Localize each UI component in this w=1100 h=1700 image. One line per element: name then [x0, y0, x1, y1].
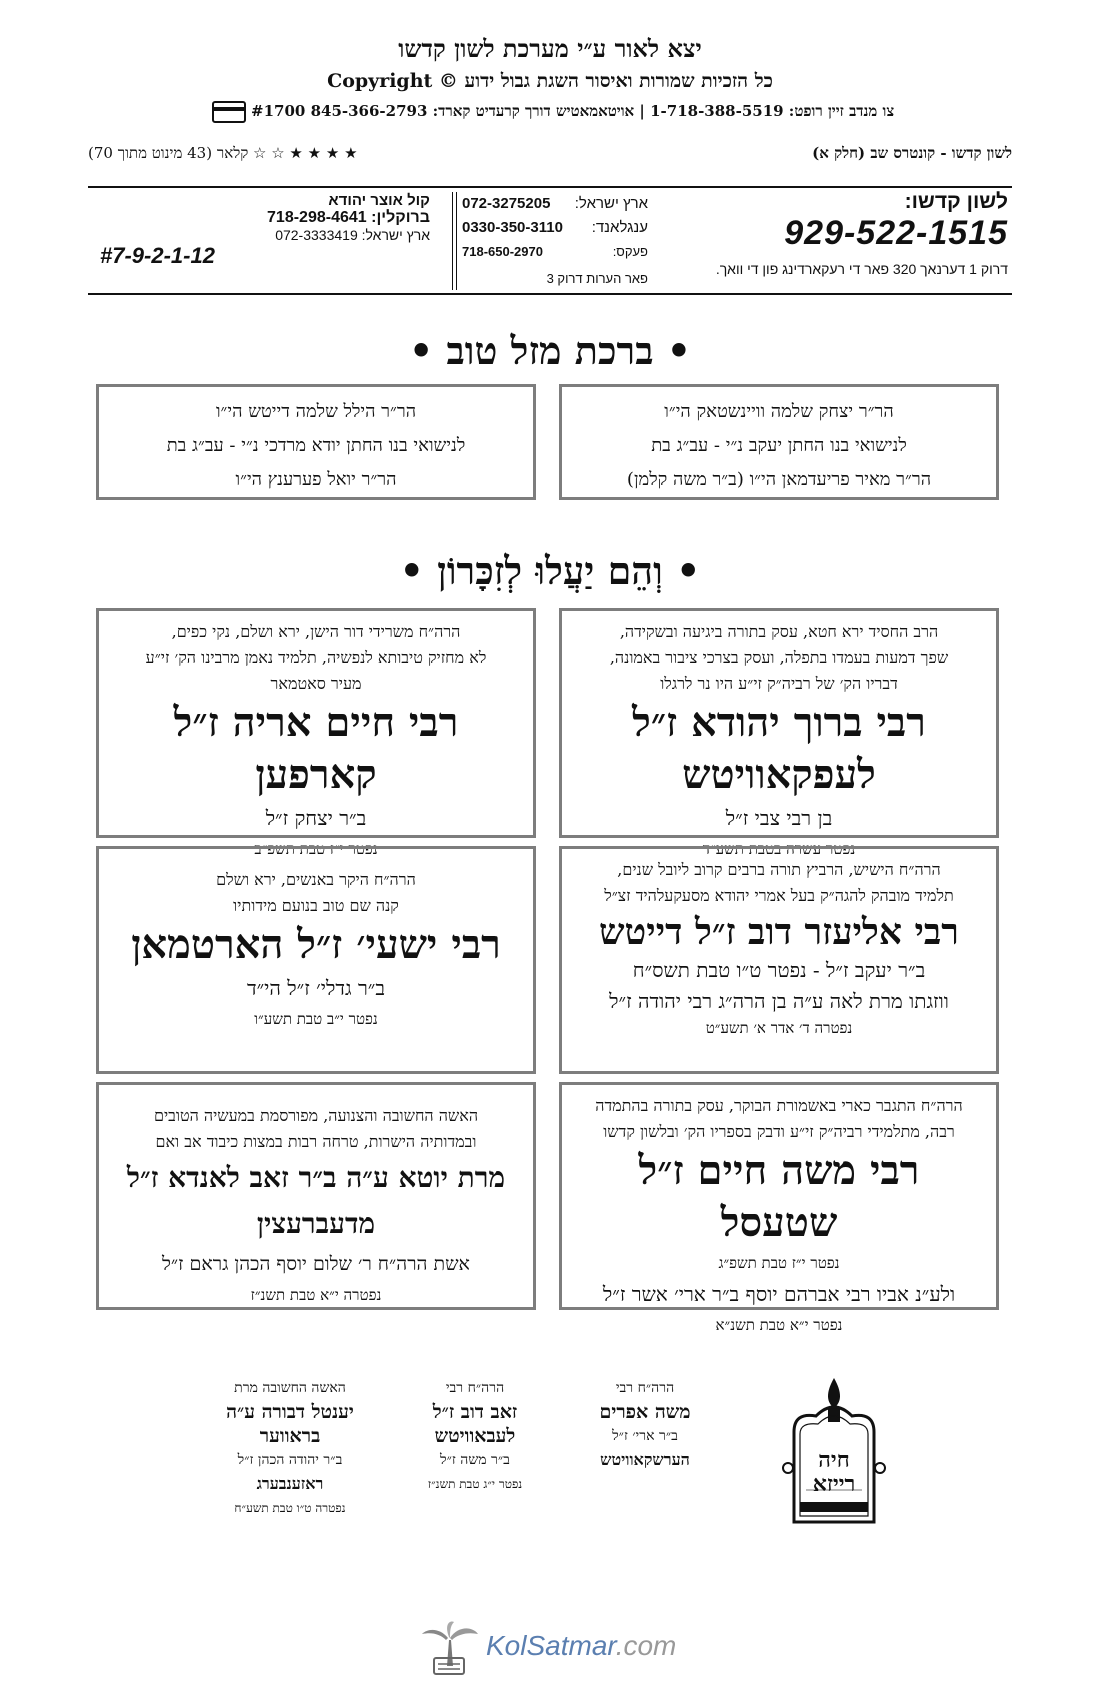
b2-l5: נפטר י״ג טבת תשנ״ז	[427, 1477, 523, 1491]
notes-print: פאר הערות דרוק 3	[546, 271, 648, 286]
bottom-name-3	[200, 1376, 380, 1520]
y5-intro-2: רבה, מתלמידי רביה״ק זי״ע ודבק בספריו הק׳ ובלשון קדשו	[603, 1122, 955, 1141]
extension-code: #7-9-2-1-12	[100, 243, 215, 268]
b1-l4: הערשקאוויטש	[600, 1450, 690, 1469]
b3-l2: יענטל דבורה ע״ה	[226, 1401, 354, 1423]
footer-site-name: KolSatmar	[486, 1630, 616, 1661]
y3-father: ב״ר יעקב ז״ל - נפטר ט״ו טבת תשס״ח	[632, 958, 926, 982]
memorial-logo	[780, 1372, 888, 1542]
y6-date: נפטרה י״א טבת תשנ״ז	[250, 1286, 382, 1304]
y6-intro-1: האשה החשובה והצנועה, מפורסמת במעשיה הטובים	[153, 1106, 479, 1125]
yahrzeit-box-6	[96, 1082, 536, 1310]
y4-name: רבי ישעי׳ ז״ל הארטמאן	[131, 921, 501, 968]
kuntres-title: לשון קדשו - קונטרס שב (חלק א)	[812, 144, 1012, 162]
recording-subline	[88, 144, 1012, 168]
yahrzeit-box-1	[559, 608, 999, 858]
y3-wife: ווזגתו מרת לאה ע״ה בן הרה״ג רבי יהודה ז״ל	[609, 989, 949, 1013]
mz1-line3: הר״ר מאיר פריעדמאן הי״ו (ב״ר משה קלמן)	[626, 469, 932, 490]
y1-date: נפטר עשרה בטבת תשע״ד	[702, 840, 856, 858]
y4-intro-1: הרה״ח היקר באנשים, ירא ושלם	[216, 870, 416, 889]
kol-column	[100, 188, 430, 294]
credit-card-icon	[212, 101, 246, 123]
y2-intro-1: הרה״ח משרידי דור הישן, ירא ושלם, נקי כפים,	[171, 622, 461, 641]
lk-phone: 929-522-1515	[784, 214, 1008, 252]
kol-label: קול אוצר יהודא	[328, 192, 430, 209]
b2-l2: זאב דוב ז״ל	[432, 1401, 518, 1423]
y4-intro-2: קנה שם טוב בנועם מידותיו	[233, 896, 399, 915]
y4-date: נפטר י״ב טבת תשע״ו	[254, 1010, 378, 1028]
logo-text-2: רייזא	[812, 1471, 856, 1497]
mz2-line2: לנישואי בנו החתן יודא מרדכי נ״י - עב״ג בת	[166, 435, 466, 456]
y3-intro-1: הרה״ח הישיש, הרביץ תורה ברבים קרוב ליובל שנים,	[617, 860, 941, 879]
y3-date: נפטרה ד׳ אדר א׳ תשע״ט	[705, 1019, 853, 1037]
donation-phones	[88, 101, 1012, 123]
mz1-line1: הר״ר יצחק שלמה וויינשטאק הי״ו	[664, 401, 894, 422]
y5-intro-1: הרה״ח התגבר כארי באשמורת הבוקר, עסק בתורה בהתמדה	[595, 1096, 963, 1115]
divider-bottom	[88, 293, 1012, 295]
y2-name: רבי חיים אריה ז״ל קארפען	[173, 699, 459, 798]
mz1-line2: לנישואי בנו החתן יעקב נ״י - עב״ג בת	[651, 435, 907, 456]
phones-text: צו מנדב זיין רופט: 1-718-388-5519 | אויטאמאטיש דורך קרעדיט קארד: 845-366-2793 #1700	[251, 102, 895, 120]
y3-name: רבי אליעזר דוב ז״ל דייטש	[599, 911, 959, 953]
y3-intro-2: תלמיד מובהק להגה״ק בעל אמרי יהודא מסעקעלהיד זצ״ל	[604, 886, 954, 905]
page-header	[88, 34, 1012, 123]
yahrzeit-box-4	[96, 846, 536, 1074]
israel-phone-2: ארץ ישראל: 072-3333419	[275, 227, 430, 243]
y5-father: נפטר י״ז טבת תשפ״ג	[718, 1254, 840, 1272]
yahrzeit-title: • וְהֵם יַעֲלוּ לְזִכָּרוֹן •	[399, 548, 701, 593]
copyright-line: Copyright © כל הזכיות שמורות ואיסור השגת גבול ידוע	[327, 70, 773, 92]
footer-tld: .com	[615, 1630, 677, 1661]
y2-intro-2: לא מחזיק טיבותא לנפשיה, תלמיד נאמן מרבינו הק׳ זי״ע	[145, 648, 487, 667]
y2-father: ב״ר יצחק ז״ל	[265, 806, 367, 830]
b3-l1: האשה החשובה מרת	[234, 1380, 346, 1396]
lk-column	[648, 188, 1008, 294]
england-label: ענגלאנד:	[591, 219, 648, 236]
divider-vertical-1	[452, 192, 453, 290]
y1-name: רבי ברוך יהודא ז״ל לעפקאוויטש	[632, 699, 926, 798]
y5-date: נפטר י״א טבת תשנ״א	[715, 1316, 843, 1334]
yahrzeit-box-5	[559, 1082, 999, 1334]
mz2-line1: הר״ר הילל שלמה דייטש הי״ו	[215, 401, 417, 422]
fax-phone: 718-650-2970	[462, 244, 543, 259]
y1-father: בן רבי צבי ז״ל	[725, 806, 833, 830]
y2-intro-3: מעיר סאטמאר	[270, 674, 362, 693]
b3-l5: ראזענבערג	[256, 1474, 324, 1493]
b3-l3: בראווער	[259, 1425, 321, 1447]
b2-l4: ב״ר משה ז״ל	[440, 1452, 510, 1468]
site-footer[interactable]	[420, 1620, 700, 1676]
y6-intro-2: ובמדותיה הישרות, טרחה רבות במצות כיבוד אב ואם	[155, 1132, 477, 1151]
y1-intro-1: הרב החסיד ירא חטא, עסק בתורה ביגיעה ובשקידה,	[619, 622, 939, 641]
y4-father: ב״ר גדלי׳ ז״ל הי״ד	[246, 976, 386, 1000]
publisher-title: יצא לאור ע״י מערכת לשון קדשו	[398, 34, 702, 63]
divider-vertical-2	[456, 192, 457, 290]
yahrzeit-box-3	[559, 846, 999, 1074]
bottom-name-2	[400, 1376, 550, 1496]
palm-tree-icon	[420, 1620, 480, 1676]
b1-l2: משה אפרים	[599, 1401, 691, 1423]
israel-label: ארץ ישראל:	[574, 195, 648, 212]
b3-l4: ב״ר יהודה הכהן ז״ל	[237, 1452, 343, 1468]
phone-info-box	[88, 188, 1012, 294]
y5-name: רבי משה חיים ז״ל שטעסל	[638, 1147, 920, 1246]
y1-intro-3: דבריו הק׳ של רביה״ק זי״ע היו נר לרגלו	[660, 674, 898, 693]
b3-l6: נפטרה ט״ו טבת תשע״ח	[234, 1501, 346, 1515]
y6-name: מרת יוטא ע״ה ב״ר זאב לאנדא ז״ל מדעברעצין	[126, 1161, 506, 1240]
mazal-tov-box-2	[96, 384, 536, 500]
y1-intro-2: שפך דמעות בעמדו בתפלה, ועסק בצרכי ציבור באמונה,	[609, 648, 949, 667]
mazal-tov-title: • ברכת מזל טוב •	[408, 328, 692, 373]
b1-l3: ב״ר ארי׳ ז״ל	[612, 1428, 678, 1444]
fax-label: פעקס:	[612, 244, 648, 259]
brooklyn-phone: ברוקלין: 718-298-4641	[267, 209, 430, 226]
y2-date: נפטר י״ז טבת תשפ״ב	[254, 840, 378, 858]
b2-l1: הרה״ח רבי	[445, 1380, 505, 1396]
y5-extra: ולע״נ אביו רבי אברהם יוסף ב״ר ארי׳ אשר ז״ל	[602, 1282, 956, 1306]
england-phone: 0330-350-3110	[462, 219, 563, 236]
rating-info: ★ ★ ★ ★ ☆ ☆ קלאר (43 מינוט מתוך 70)	[88, 144, 358, 162]
b1-l1: הרה״ח רבי	[615, 1380, 675, 1396]
b2-l3: לעבאוויטש	[434, 1425, 516, 1447]
yahrzeit-box-2	[96, 608, 536, 858]
lk-label: לשון קדשו:	[904, 190, 1008, 213]
israel-phone: 072-3275205	[462, 195, 551, 212]
mazal-tov-box-1	[559, 384, 999, 500]
bottom-name-1	[560, 1376, 730, 1472]
y6-father: אשת הרה״ח ר׳ שלום יוסף הכהן גראם ז״ל	[162, 1253, 470, 1275]
lk-print-info: דרוק 1 דערנאך 320 פאר די רעקארדינג פון די וואך.	[715, 261, 1008, 277]
logo-text-1: חיה	[818, 1447, 850, 1473]
mz2-line3: הר״ר יואל פערענץ הי״ו	[235, 469, 397, 490]
